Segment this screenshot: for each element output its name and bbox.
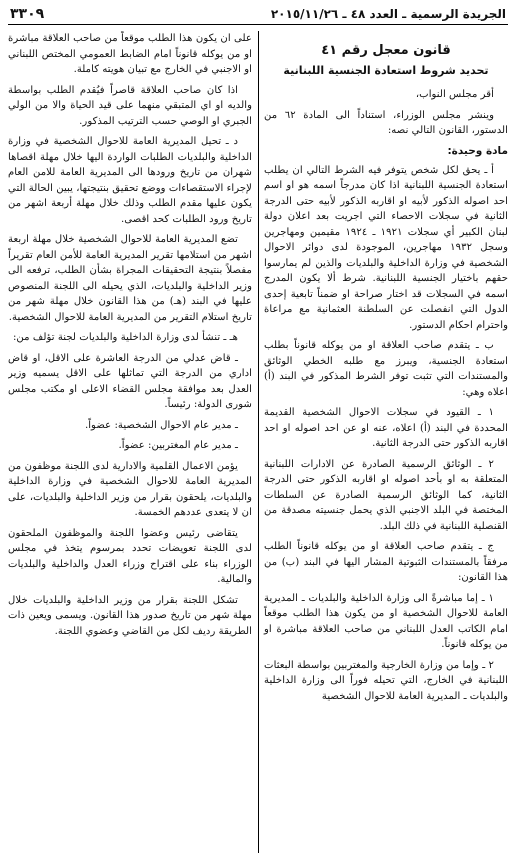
paragraph: تضع المديرية العامة للاحوال الشخصية خلال مهلة اربعة اشهر من استلامها تقرير المديرية العامة للأمن العام تقريراً مفصلاً بنتيجة التحقيقات المجراة بشأن الطلب، ترفعه الى وزير الداخلية والبلديات، الذي يحيله الى اللجنة المنصوص عليها في البند (هـ) من هذا القانون خلال مهلة شهر من تاريخ استلام التقرير من المديرية العامة للاحوال الشخصية. [8,234,252,323]
article-heading: مادة وحيدة: [447,144,508,157]
law-subtitle: تحديد شروط استعادة الجنسية اللبنانية [283,63,489,77]
left-column [8,31,252,853]
paragraph: ١ ـ القيود في سجلات الاحوال الشخصية القديمة المحددة في البند (أ) اعلاه، عنه او عن احد اصوله او احد اقاربه الذكور حتى الدرجة الثانية. [264,407,508,450]
two-column-body [8,31,508,853]
paragraph: ـ مدير عام الاحوال الشخصية: عضواً. [84,419,238,431]
page-header [8,4,508,25]
paragraph: ـ قاض عدلي من الدرجة العاشرة على الاقل، او قاض اداري من الدرجة التي تماثلها على الاقل يسميه وزير العدل بعد موافقة مجلس القضاء الاعلى او مكتب مجلس شورى الدولة: رئيساً. [8,352,252,410]
paragraph: ج ـ يتقدم صاحب العلاقة او من يوكله قانوناً الطلب مرفقاً بالمستندات الثبوتية المشار اليها في البند (ب) من هذا القانون: [264,541,508,584]
paragraph: تشكل اللجنة بقرار من وزير الداخلية والبلديات خلال مهلة شهر من تاريخ صدور هذا القانون. ويسمى ويعين ذات الطريقة رديف لكل من القاضي وعضوي اللجنة. [8,594,252,637]
paragraph: ١ ـ إما مباشرةً الى وزارة الداخلية والبلديات ـ المديرية العامة للاحوال الشخصية او من يكون هذا الطلب موقعاً امام الكاتب العدل اللبناني من صاحب العلاقة مباشرة او من يوكله قانوناً. [264,592,508,651]
paragraph: أقر مجلس النواب، [415,89,494,101]
right-column [264,31,508,853]
paragraph: أ ـ يحق لكل شخص يتوفر فيه الشرط التالي ان يطلب استعادة الجنسية اللبنانية اذا كان مدرجاً اسمه هو او اسم احد اصوله الذكور لأبيه او اقاربه الذكور لأبيه حتى الدرجة الثانية في سجلات الاحصاء التي اجريت بعد اعلان دولة لبنان الكبير أي سجلات ١٩٢١ ـ ١٩٢٤ مقيمين ومهاجرين وسجل ١٩٣٢ مهاجرين، الموجودة لدى دوائر الاحوال الشخصية في وزارة الداخلية والبلديات والذين لم يمارسوا حقهم باختيار الجنسية اللبنانية. شرط ألا يكون المدرج اسمه في السجلات قد اختار صراحة او ضمناً تابعية إحدى الدول التي انفصلت عن السلطنة العثمانية مع مراعاة واحترام احكام الدستور. [264,164,508,331]
paragraph: يتقاضى رئيس وعضوا اللجنة والموظفون الملحقون لدى اللجنة تعويضات تحدد بمرسوم يتخذ في مجلس الوزراء بناء على اقتراح وزراء العدل والداخلية والبلديات والمالية. [8,527,252,585]
paragraph: يؤمن الاعمال القلمية والادارية لدى اللجنة موظفون من المديرية العامة للاحوال الشخصية في وزارة الداخلية والبلديات، يلحقون بقرار من وزير الداخلية والبلديات، على ان لا يتعدى عددهم الخمسة. [8,460,252,518]
paragraph: ـ مدير عام المغتربين: عضواً. [118,440,238,451]
paragraph: ٢ ـ الوثائق الرسمية الصادرة عن الادارات اللبنانية المتعلقة به او بأحد اصوله او اقاربه الذكور حتى الدرجة الثانية، كما الوثائق الرسمية الصادرة عن السلطات المختصة في البلد الاجنبي الذي يحمل جنسيته مصدقة من القنصلية اللبنانية في ذلك البلد. [264,458,508,532]
page-number: ٣٣٠٩ [10,6,45,22]
paragraph: اذا كان صاحب العلاقة قاصراً فيُقدم الطلب بواسطة والديه او اي المتبقي منهما على قيد الحياة والا من الولي الجبري او الوصي حسب الترتيب المذكور. [8,84,252,127]
paragraph: ٢ ـ وإما من وزارة الخارجية والمغتربين بواسطة البعثات اللبنانية في الخارج، التي تحيله فوراً الى وزارة الداخلية والبلديات ـ المديرية العامة للاحوال الشخصية [264,659,508,702]
paragraph: وينشر مجلس الوزراء، استناداً الى المادة ٦٢ من الدستور، القانون التالي نصه: [264,109,508,137]
law-title: قانون معجل رقم ٤١ [321,43,451,58]
paragraph: على ان يكون هذا الطلب موقعاً من صاحب العلاقة مباشرة او من يوكله قانوناً امام الضابط العمومي المختص اللبناني او الاجنبي في الخارج مع تبيان هويته كاملة. [8,33,252,75]
paragraph: د ـ تحيل المديرية العامة للاحوال الشخصية في وزارة الداخلية والبلديات الطلبات الواردة اليها خلال مهلة اقصاها شهران من تاريخ ورودها الى المديرية العامة للامن العام لإجراء الاستقصاءات ووضع تحقيق بنتيجتها، يبين الحالة التي يكون عليها مقدم الطلب وذلك خلال مهلة أربعة اشهر من تاريخ ورود الطلبات كحد اقصى. [8,136,252,225]
gazette-issue-info: الجريدة الرسمية ـ العدد ٤٨ ـ ٢٠١٥/١١/٢٦ [270,7,506,21]
paragraph: هـ ـ تنشأ لدى وزارة الداخلية والبلديات لجنة تؤلف من: [12,332,238,343]
paragraph: ب ـ يتقدم صاحب العلاقة او من يوكله قانوناً بطلب استعادة الجنسية، ويبرز مع طلبه الخطي الوثائق والمستندات التي تثبت توفر الشرط المذكور في البند (أ) اعلاه وهي: [264,340,508,398]
